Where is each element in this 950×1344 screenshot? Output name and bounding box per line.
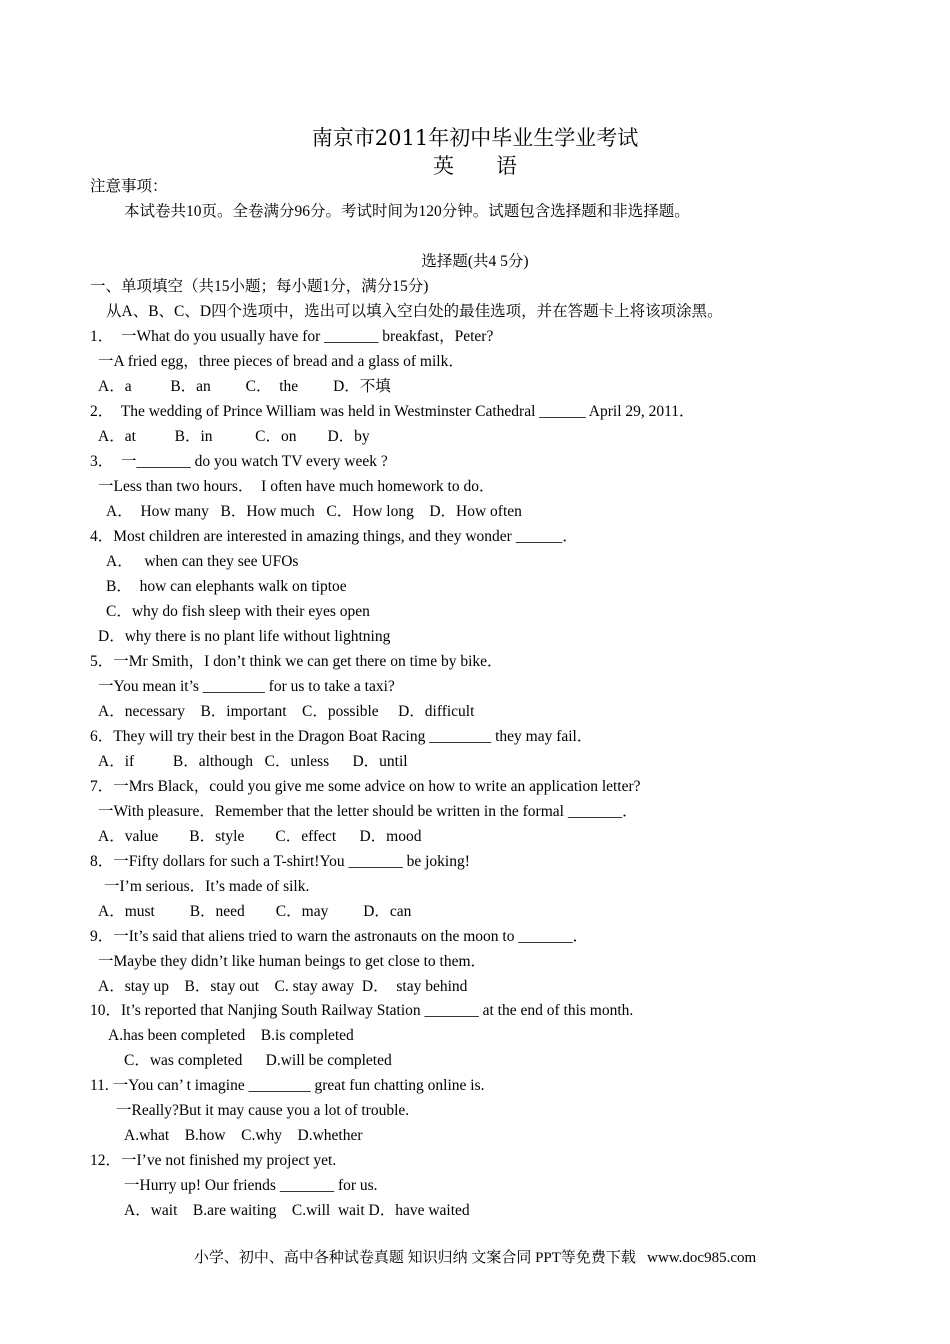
- answer-options: A．stay up B．stay out C. stay away D． stay behind: [98, 978, 468, 995]
- answer-options: A．a B．an C． the D．不填: [98, 378, 391, 395]
- page-footer: 小学、初中、高中各种试卷真题 知识归纳 文案合同 PPT等免费下载 www.doc985.com: [193, 1250, 757, 1266]
- answer-options: A.what B.how C.why D.whether: [124, 1127, 363, 1144]
- section-heading: 选择题(共4 5分): [421, 253, 529, 270]
- exam-title: 南京市2011年初中毕业生学业考试: [311, 126, 639, 150]
- answer-options: A．must B．need C．may D．can: [98, 903, 412, 920]
- part-heading: 一、单项填空（共15小题；每小题1分，满分15分): [90, 278, 429, 295]
- part-instruction: 从A、B、C、D四个选项中，选出可以填入空白处的最佳选项，并在答题卡上将该项涂黑。: [106, 303, 723, 320]
- answer-options: A．at B．in C．on D．by: [98, 428, 370, 445]
- question-line: 1． 一What do you usually have for _______ breakfast，Peter?: [90, 328, 494, 345]
- question-line: 一Really?But it may cause you a lot of trouble.: [116, 1102, 410, 1119]
- answer-options: A．necessary B．important C．possible D．difficult: [98, 703, 475, 720]
- question-line: 一Maybe they didn’t like human beings to get close to them．: [98, 953, 487, 970]
- question-line: 一Hurry up! Our friends _______ for us.: [124, 1177, 378, 1194]
- notice-text: 本试卷共10页。全卷满分96分。考试时间为120分钟。试题包含选择题和非选择题。: [124, 203, 690, 220]
- answer-options: C．was completed D.will be completed: [124, 1052, 392, 1069]
- notice-heading: 注意事项：: [90, 178, 168, 195]
- question-line: 一With pleasure．Remember that the letter should be written in the formal _______．: [98, 803, 638, 820]
- question-line: 11. 一You can’ t imagine ________ great fun chatting online is.: [90, 1077, 485, 1094]
- exam-subject: 英语: [433, 154, 559, 178]
- answer-options: A.has been completed B.is completed: [108, 1027, 354, 1044]
- question-line: 3． 一_______ do you watch TV every week ?: [90, 453, 388, 470]
- question-line: 2． The wedding of Prince William was held in Westminster Cathedral ______ April 29, 2011．: [90, 403, 695, 420]
- answer-option: C．why do fish sleep with their eyes open: [106, 603, 370, 620]
- question-line: 4．Most children are interested in amazing things, and they wonder ______．: [90, 528, 578, 545]
- question-line: 一Less than two hours． I often have much homework to do．: [98, 478, 495, 495]
- question-line: 6．They will try their best in the Dragon Boat Racing ________ they may fail．: [90, 728, 593, 745]
- question-line: 10．It’s reported that Nanjing South Railway Station _______ at the end of this month.: [90, 1002, 634, 1019]
- answer-options: A．wait B.are waiting C.will wait D．have waited: [124, 1202, 470, 1219]
- answer-options: A．if B．although C．unless D．until: [98, 753, 408, 770]
- answer-option: B． how can elephants walk on tiptoe: [106, 578, 347, 595]
- answer-options: A． How many B．How much C．How long D．How often: [106, 503, 522, 520]
- question-line: 7．一Mrs Black，could you give me some advice on how to write an application letter?: [90, 778, 641, 795]
- answer-option: D．why there is no plant life without lightning: [98, 628, 391, 645]
- question-line: 一A fried egg，three pieces of bread and a glass of milk．: [98, 353, 464, 370]
- question-line: 一I’m serious．It’s made of silk.: [104, 878, 310, 895]
- answer-option: A． when can they see UFOs: [106, 553, 299, 570]
- question-line: 9．一It’s said that aliens tried to warn the astronauts on the moon to _______．: [90, 928, 589, 945]
- answer-options: A．value B．style C．effect D．mood: [98, 828, 422, 845]
- question-line: 一You mean it’s ________ for us to take a taxi?: [98, 678, 395, 695]
- question-line: 12．一I’ve not finished my project yet.: [90, 1152, 337, 1169]
- question-line: 5．一Mr Smith，I don’t think we can get there on time by bike．: [90, 653, 503, 670]
- question-line: 8．一Fifty dollars for such a T-shirt!You _______ be joking!: [90, 853, 470, 870]
